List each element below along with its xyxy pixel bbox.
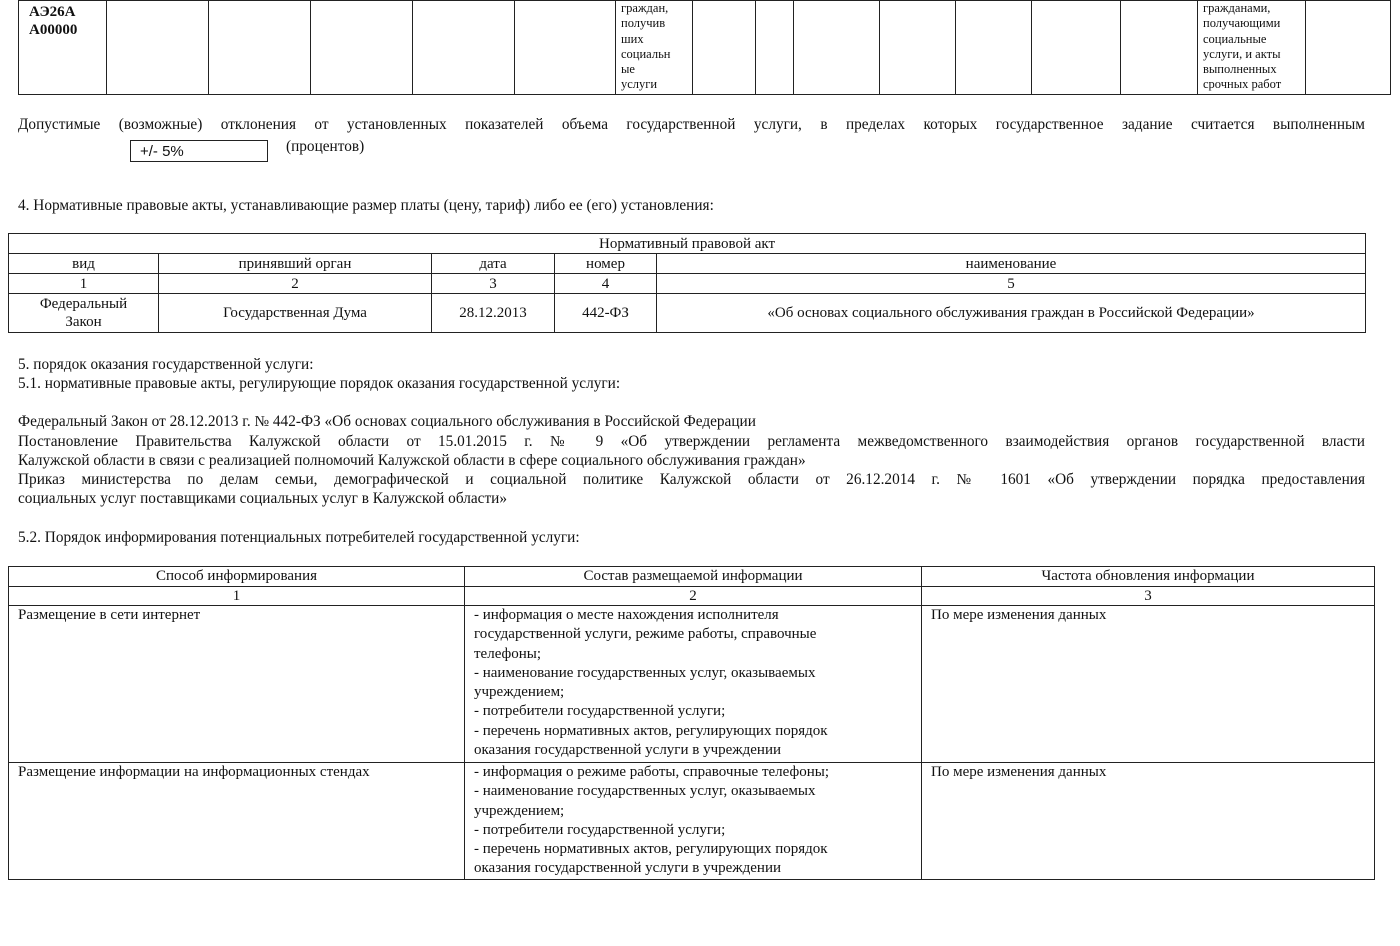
table-row bbox=[9, 763, 1375, 880]
info-content-line: телефоны; bbox=[474, 645, 542, 662]
info-content bbox=[465, 606, 922, 763]
cell-line: ших bbox=[621, 31, 644, 46]
info-content bbox=[465, 763, 922, 880]
table-cell bbox=[1121, 1, 1198, 95]
deviation-unit: (процентов) bbox=[286, 138, 365, 155]
acts-group-header: Нормативный правовой акт bbox=[9, 234, 1366, 254]
acts-header-number: номер bbox=[555, 254, 657, 274]
info-content-line: - информация о режиме работы, справочные телефоны; bbox=[474, 764, 829, 780]
info-frequency: По мере изменения данных bbox=[922, 606, 1375, 763]
acts-col-number: 2 bbox=[159, 274, 432, 294]
section-5-heading: 5. порядок оказания государственной услуги: bbox=[18, 356, 314, 373]
section-4-heading: 4. Нормативные правовые акты, устанавливающие размер платы (цену, тариф) либо ее (его) установления: bbox=[18, 197, 714, 214]
section-5-1-heading: 5.1. нормативные правовые акты, регулирующие порядок оказания государственной услуги: bbox=[18, 375, 621, 392]
table-cell bbox=[515, 1, 616, 95]
info-header-content: Состав размещаемой информации bbox=[465, 567, 922, 587]
acts-header-name: наименование bbox=[657, 254, 1366, 274]
section-5-2-heading: 5.2. Порядок информирования потенциальных потребителей государственной услуги: bbox=[18, 529, 580, 546]
act-type bbox=[9, 294, 159, 333]
acts-cell bbox=[1198, 1, 1306, 95]
cell-line: получающими bbox=[1203, 16, 1281, 31]
table-cell bbox=[794, 1, 880, 95]
acts-header-body: принявший орган bbox=[159, 254, 432, 274]
cell-line: услуги, и акты bbox=[1203, 46, 1281, 61]
table-row bbox=[9, 606, 1375, 763]
table-row bbox=[9, 294, 1366, 333]
info-method: Размещение информации на информационных стендах bbox=[9, 763, 465, 880]
act-type-line: Закон bbox=[65, 314, 102, 330]
legal-act-line: Приказ министерства по делам семьи, демографической и социальной политике Калужской области от 26.12.2014 г. № 1601 «Об утверждении порядка предоставления bbox=[18, 471, 1365, 488]
cell-line: социальн bbox=[621, 46, 671, 61]
legal-act-line: Калужской области в связи с реализацией полномочий Калужской области в сфере социального обслуживания граждан» bbox=[18, 452, 806, 469]
info-content-line: - перечень нормативных актов, регулирующих порядок bbox=[474, 841, 828, 858]
info-col-number: 2 bbox=[465, 587, 922, 606]
table-cell bbox=[107, 1, 209, 95]
cell-line: социальные bbox=[1203, 31, 1267, 46]
legal-act-line: Федеральный Закон от 28.12.2013 г. № 442-ФЗ «Об основах социального обслуживания в Российской Федерации bbox=[18, 413, 756, 430]
info-col-number: 1 bbox=[9, 587, 465, 606]
table-cell bbox=[880, 1, 956, 95]
info-content-line: оказания государственной услуги в учреждении bbox=[474, 742, 782, 759]
service-code-line1: АЭ26А bbox=[29, 4, 76, 20]
act-number: 442-ФЗ bbox=[555, 294, 657, 333]
cell-line: гражданами, bbox=[1203, 1, 1271, 15]
deviation-text: Допустимые (возможные) отклонения от установленных показателей объема государственной услуги, в пределах которых государственное задание считается выполненным bbox=[18, 116, 1365, 133]
acts-col-number: 1 bbox=[9, 274, 159, 294]
act-name: «Об основах социального обслуживания граждан в Российской Федерации» bbox=[657, 294, 1366, 333]
info-content-line: - перечень нормативных актов, регулирующих порядок bbox=[474, 722, 828, 739]
info-content-line: учреждением; bbox=[474, 684, 565, 701]
acts-header-type: вид bbox=[9, 254, 159, 274]
acts-col-number: 4 bbox=[555, 274, 657, 294]
legal-act-line: Постановление Правительства Калужской области от 15.01.2015 г. № 9 «Об утверждении регламента межведомственного взаимодействия органов государственной власти bbox=[18, 433, 1365, 450]
info-header-method: Способ информирования bbox=[9, 567, 465, 587]
cell-line: срочных работ bbox=[1203, 77, 1282, 92]
info-frequency: По мере изменения данных bbox=[922, 763, 1375, 880]
info-content-line: - потребители государственной услуги; bbox=[474, 821, 726, 838]
consumers-cell bbox=[616, 1, 693, 95]
acts-col-number: 3 bbox=[432, 274, 555, 294]
legal-acts-table bbox=[8, 233, 1366, 333]
table-cell bbox=[1032, 1, 1121, 95]
info-content-line: - потребители государственной услуги; bbox=[474, 703, 726, 720]
table-cell bbox=[693, 1, 756, 95]
info-content-line: - наименование государственных услуг, оказываемых bbox=[474, 664, 816, 681]
informing-table bbox=[8, 566, 1375, 880]
info-content-line: - наименование государственных услуг, оказываемых bbox=[474, 783, 816, 800]
cell-line: граждан, bbox=[621, 1, 669, 15]
acts-col-number: 5 bbox=[657, 274, 1366, 294]
cell-line: получив bbox=[621, 16, 666, 31]
acts-header-date: дата bbox=[432, 254, 555, 274]
info-header-frequency: Частота обновления информации bbox=[922, 567, 1375, 587]
service-code-cell bbox=[19, 1, 107, 95]
act-body: Государственная Дума bbox=[159, 294, 432, 333]
table-cell bbox=[311, 1, 413, 95]
info-content-line: государственной услуги, режиме работы, справочные bbox=[474, 626, 817, 643]
table-cell bbox=[956, 1, 1032, 95]
service-code-line2: А00000 bbox=[29, 22, 78, 38]
table-cell bbox=[1306, 1, 1391, 95]
info-content-line: оказания государственной услуги в учреждении bbox=[474, 860, 782, 877]
top-table-fragment bbox=[18, 0, 1391, 95]
info-content-line: учреждением; bbox=[474, 802, 565, 819]
deviation-value-box: +/- 5% bbox=[130, 140, 268, 162]
act-type-line: Федеральный bbox=[39, 296, 128, 312]
info-method: Размещение в сети интернет bbox=[9, 606, 465, 763]
cell-line: выполненных bbox=[1203, 62, 1277, 77]
legal-act-line: социальных услуг поставщиками социальных услуг в Калужской области» bbox=[18, 490, 507, 507]
act-date: 28.12.2013 bbox=[432, 294, 555, 333]
info-content-line: - информация о месте нахождения исполнителя bbox=[474, 607, 779, 623]
table-cell bbox=[413, 1, 515, 95]
table-cell bbox=[209, 1, 311, 95]
cell-line: ые bbox=[621, 62, 635, 77]
info-col-number: 3 bbox=[922, 587, 1375, 606]
table-cell bbox=[756, 1, 794, 95]
cell-line: услуги bbox=[621, 77, 658, 92]
